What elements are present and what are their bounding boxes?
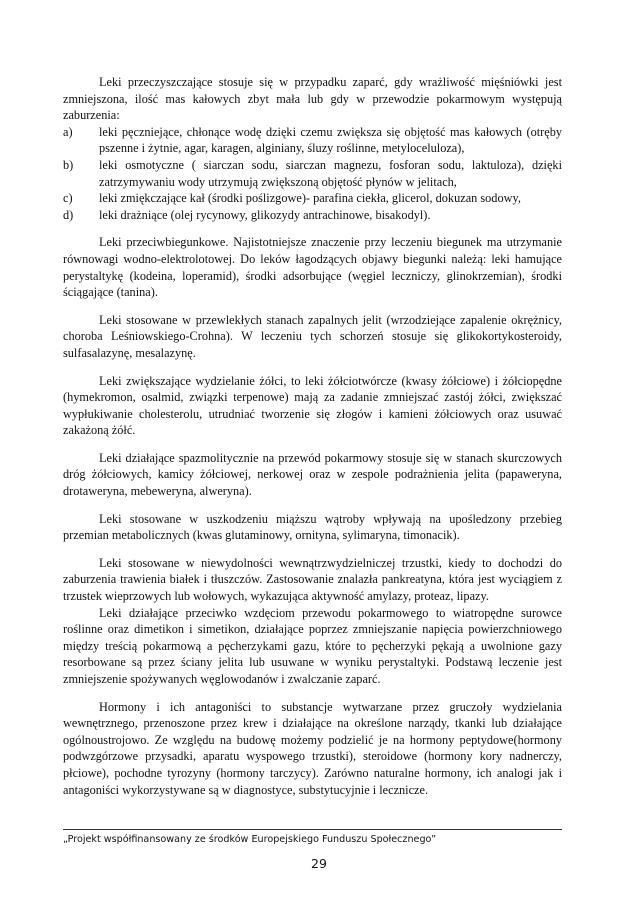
laxatives-intro-paragraph: Leki przeczyszczające stosuje się w przypadku zaparć, gdy wrażliwość mięśniówki jest zmniejszona, ilość mas kałowych zbyt mała lub gdy w przewodzie pokarmowym występują zaburzenia: — [63, 75, 562, 123]
list-item — [63, 190, 562, 207]
list-item-text: leki pęczniejące, chłonące wodę dzięki czemu zwiększa się objętość mas kałowych (otręby pszenne i żytnie, agar, karagen, alginiany, śluzy roślinne, metyloceluloza), — [99, 124, 562, 156]
antidiarrheal-paragraph: Leki przeciwbiegunkowe. Najistotniejsze znaczenie przy leczeniu biegunek ma utrzymanie równowagi wodno-elektrolotowej. Do leków łagodzących objawy biegunki należą: leki hamujące perystaltykę (kodeina, loperamid), środki adsorbujące (węgiel leczniczy, glinokrzemian), środki ściągające (tanina). — [63, 235, 562, 300]
list-item — [63, 157, 562, 190]
list-item-text: leki osmotyczne ( siarczan sodu, siarczan magnezu, fosforan sodu, laktuloza), dzięki zatrzymywaniu wody utrzymują zwiększoną objętość płynów w jelitach, — [99, 157, 562, 189]
liver-paragraph: Leki stosowane w uszkodzeniu miąższu wątroby wpływają na upośledzony przebieg przemian metabolicznych (kwas glutaminowy, ornityna, sylimaryna, timonacik). — [63, 511, 562, 543]
funding-note: „Projekt współfinansowany ze środków Europejskiego Funduszu Społecznego” — [63, 834, 437, 845]
flatulence-paragraph: Leki działające przeciwko wzdęciom przewodu pokarmowego to wiatropędne surowce roślinne oraz dimetikon i simetikon, działające poprzez zmniejszanie napięcia powierzchniowego między treścią pokarmową a pęcherzykami gazu, które to pęcherzyki pękają a uwolnione gazy resorbowane są przez ściany jelita lub usuwane w wyniku perystaltyki. Podstawą leczenie jest zmniejszenie spożywanych węglowodanów i zwalczanie zaparć. — [63, 605, 562, 686]
hormones-paragraph: Hormony i ich antagoniści to substancje wytwarzane przez gruczoły wydzielania wewnętrznego, przenoszone przez krew i działające na określone narządy, tkanki lub działające ogólnoustrojowo. Ze względu na budowę możemy podzielić je na hormony peptydowe(hormony podwzgórzowe przysadki, aparatu wyspowego trzustki), steroidowe (hormony kory nadnerczy, płciowe), pochodne tyrozyny (hormony tarczycy). Zarówno naturalne hormony, ich analogi jak i antagoniści wykorzystywane są w diagnostyce, substytucyjnie i lecznicze. — [63, 699, 562, 797]
list-item-text: leki zmiękczające kał (środki poślizgowe)- parafina ciekła, glicerol, dokuzan sodowy, — [99, 191, 521, 206]
list-item — [63, 124, 562, 157]
pancreas-paragraph: Leki stosowane w niewydolności wewnątrzwydzielniczej trzustki, kiedy to dochodzi do zaburzenia trawienia białek i tłuszczów. Zastosowanie znalazła pankreatyna, która jest wyciągiem z trzustek wieprzowych lub wołowych, wykazująca aktywność amylazy, proteaz, lipazy. — [63, 555, 562, 604]
footer-divider — [63, 829, 562, 830]
list-marker: b) — [63, 157, 74, 172]
bile-secretion-paragraph: Leki zwiększające wydzielanie żółci, to leki żółciotwórcze (kwasy żółciowe) i żółciopędne (hymekromon, osalmid, związki terpenowe) mają za zadanie zmniejszać zastój żółci, zwiększać wypłukiwanie cholesterolu, utrudniać tworzenie się złogów i kamieni żółciowych oraz usuwać zakażoną żółć. — [63, 373, 562, 438]
page-number: 29 — [311, 856, 327, 871]
spasmolytic-paragraph: Leki działające spazmolitycznie na przewód pokarmowy stosuje się w stanach skurczowych dróg żółciowych, kamicy żółciowej, nerkowej oraz w zespole podrażnienia jelita (papaweryna, drotaweryna, mebeweryna, alweryna). — [63, 450, 562, 499]
list-marker: d) — [63, 207, 74, 222]
document-body — [63, 74, 562, 809]
list-item — [63, 207, 562, 224]
list-marker: a) — [63, 124, 73, 139]
list-marker: c) — [63, 191, 73, 206]
ibd-paragraph: Leki stosowane w przewlekłych stanach zapalnych jelit (wrzodziejące zapalenie okrężnicy, choroba Leśniowskiego-Crohna). W leczeniu tych schorzeń stosuje się glikokortykosteroidy, sulfasalazynę, mesalazynę. — [63, 312, 562, 360]
list-item-text: leki drażniące (olej rycynowy, glikozydy antrachinowe, bisakodyl). — [99, 207, 431, 222]
laxatives-list — [63, 124, 562, 224]
